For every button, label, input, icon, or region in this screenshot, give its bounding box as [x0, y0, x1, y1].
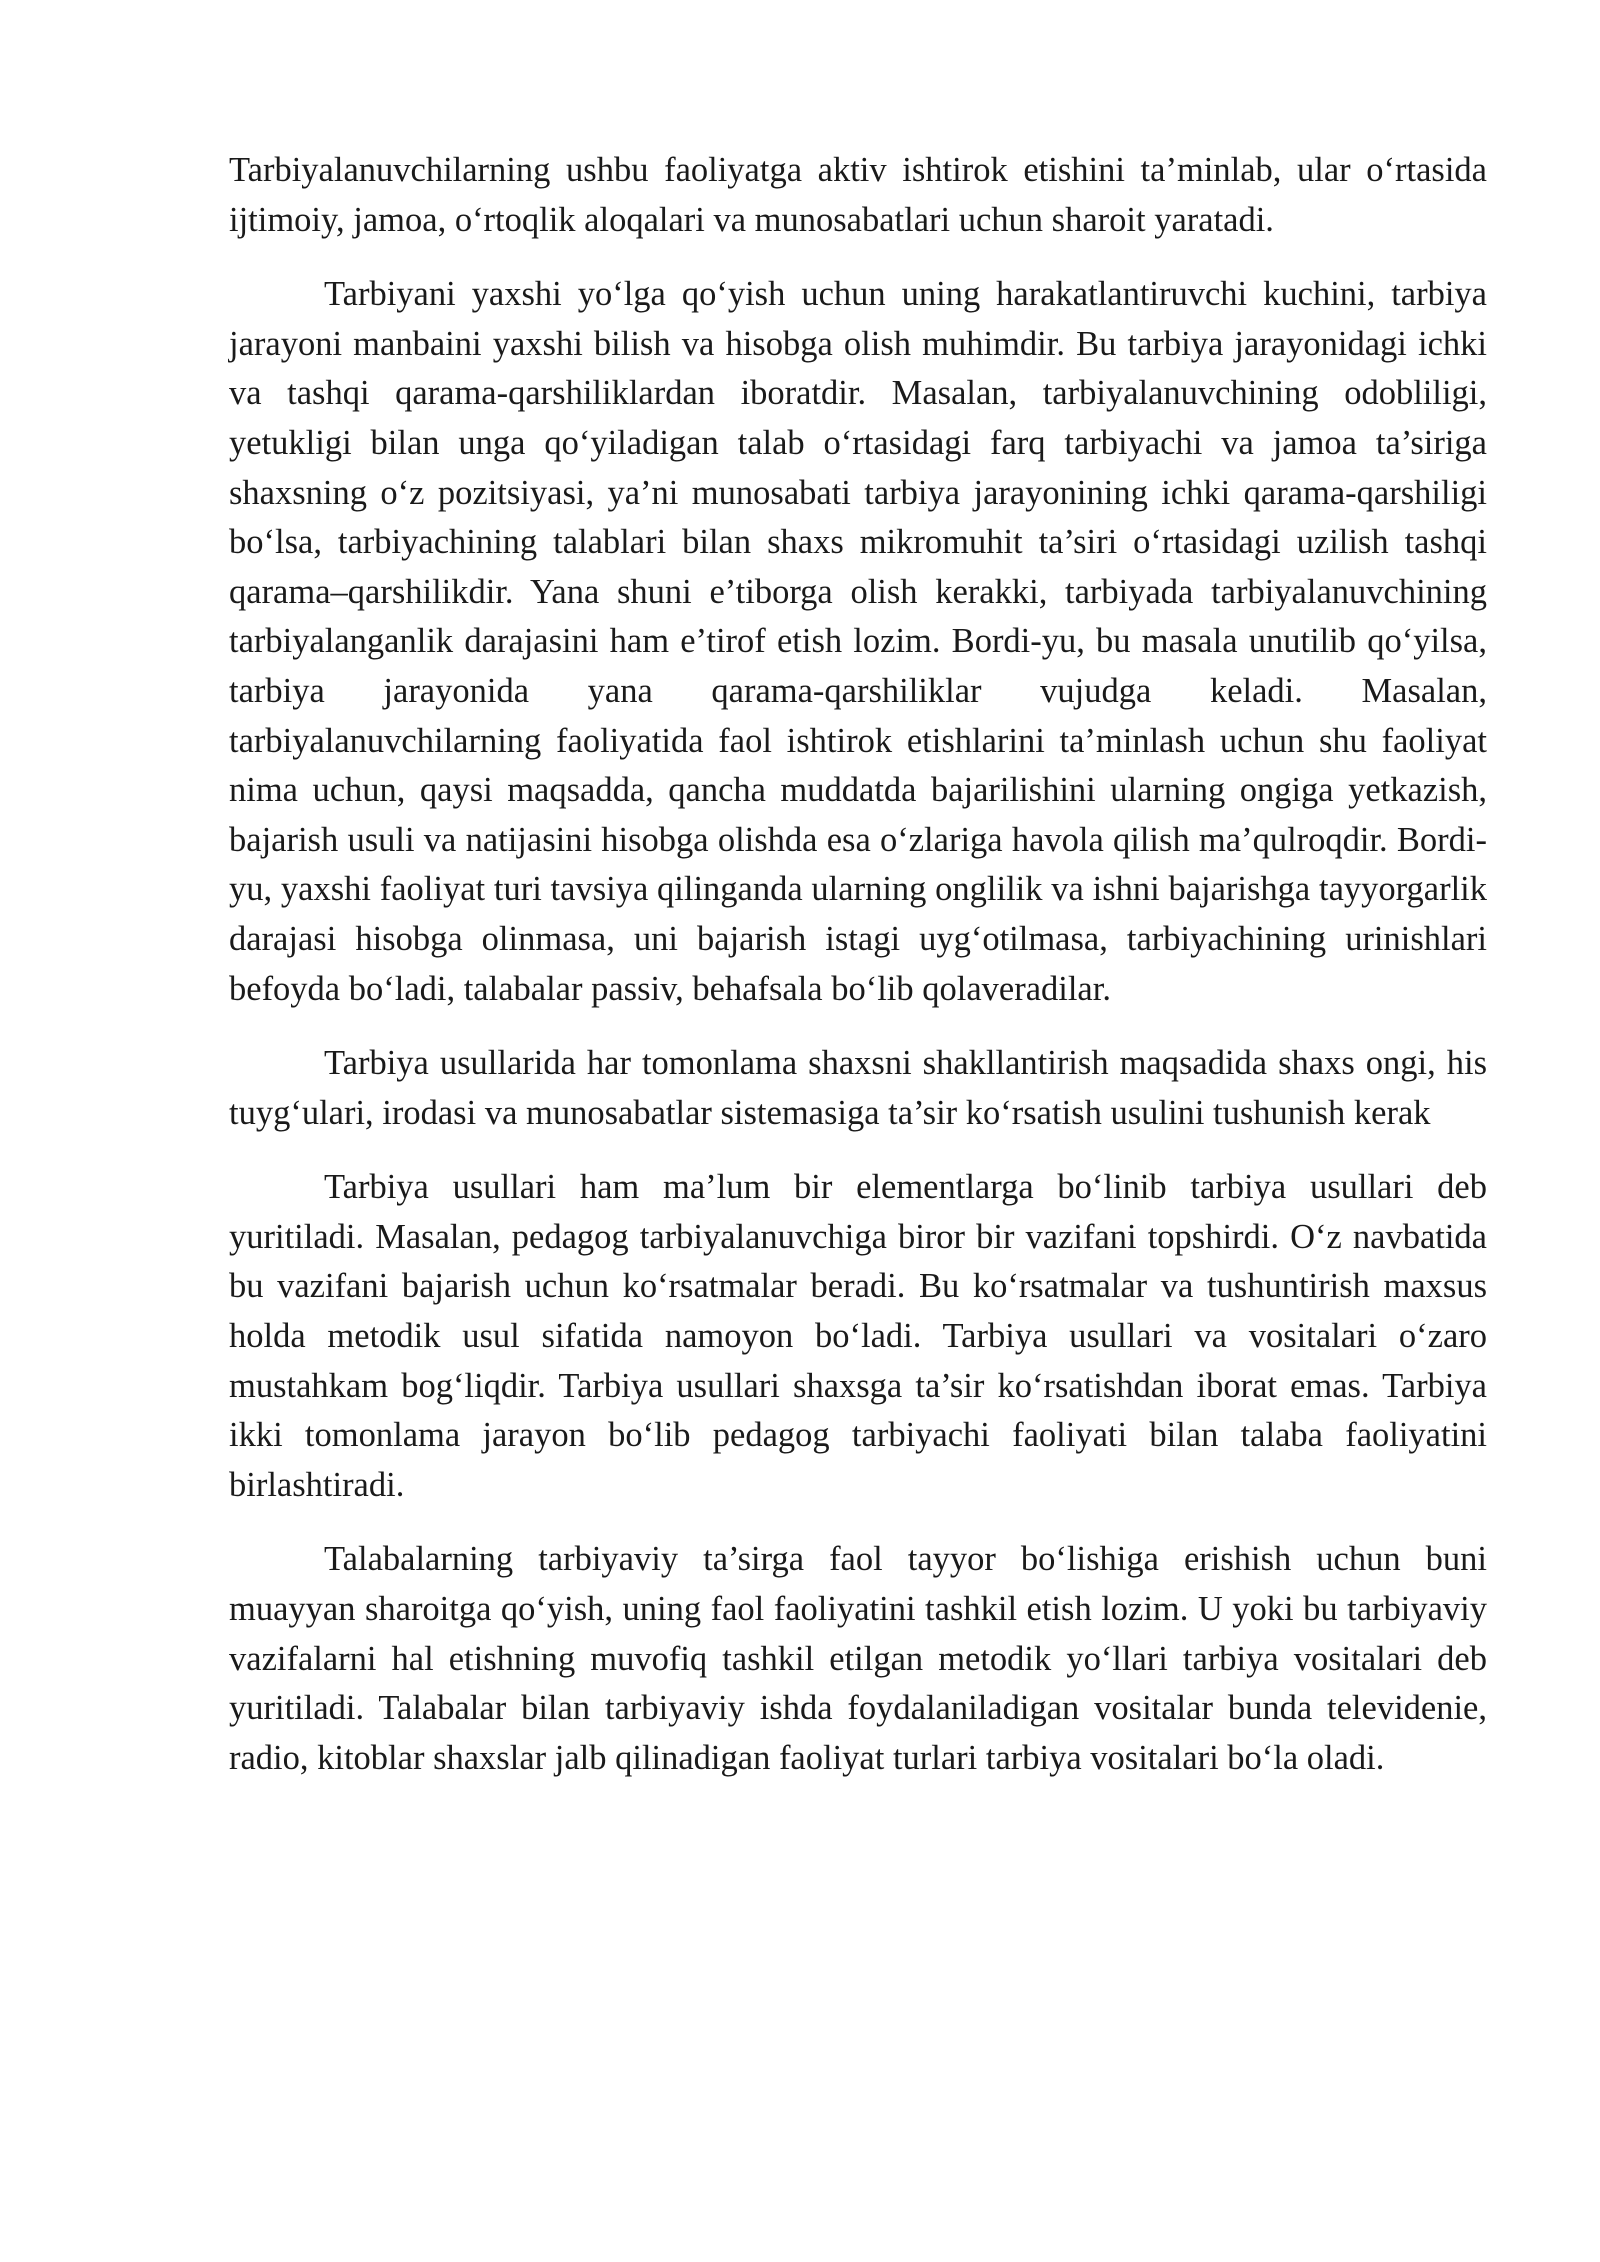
paragraph-5: Talabalarning tarbiyaviy ta’sirga faol tayyor bo‘lishiga erishish uchun buni muayyan sharoitga qo‘yish, uning faol faoliyatini tashkil etish lozim. U yoki bu tarbiyaviy vazifalarni hal etishning muvofiq tashkil etilgan metodik yo‘llari tarbiya vositalari deb yuritiladi. Talabalar bilan tarbiyaviy ishda foydalaniladigan vositalar bunda televidenie, radio, kitoblar shaxslar jalb qilinadigan faoliyat turlari tarbiya vositalari bo‘la oladi. [229, 1540, 1487, 1777]
document-page [229, 146, 1487, 1808]
paragraph-1: Tarbiyalanuvchilarning ushbu faoliyatga aktiv ishtirok etishini ta’minlab, ular o‘rtasida ijtimoiy, jamoa, o‘rtoqlik aloqalari va munosabatlari uchun sharoit yaratadi. [229, 151, 1487, 239]
paragraph-4: Tarbiya usullari ham ma’lum bir elementlarga bo‘linib tarbiya usullari deb yuritiladi. Masalan, pedagog tarbiyalanuvchiga biror bir vazifani topshirdi. O‘z navbatida bu vazifani bajarish uchun ko‘rsatmalar beradi. Bu ko‘rsatmalar va tushuntirish maxsus holda metodik usul sifatida namoyon bo‘ladi. Tarbiya usullari va vositalari o‘zaro mustahkam bog‘liqdir. Tarbiya usullari shaxsga ta’sir ko‘rsatishdan iborat emas. Tarbiya ikki tomonlama jarayon bo‘lib pedagog tarbiyachi faoliyati bilan talaba faoliyatini birlashtiradi. [229, 1168, 1487, 1504]
paragraph-2: Tarbiyani yaxshi yo‘lga qo‘yish uchun uning harakatlantiruvchi kuchini, tarbiya jarayoni manbaini yaxshi bilish va hisobga olish muhimdir. Bu tarbiya jarayonidagi ichki va tashqi qarama-qarshiliklardan iboratdir. Masalan, tarbiyalanuvchining odobliligi, yetukligi bilan unga qo‘yiladigan talab o‘rtasidagi farq tarbiyachi va jamoa ta’siriga shaxsning o‘z pozitsiyasi, ya’ni munosabati tarbiya jarayonining ichki qarama-qarshiligi bo‘lsa, tarbiyachining talablari bilan shaxs mikromuhit ta’siri o‘rtasidagi uzilish tashqi qarama–qarshilikdir. Yana shuni e’tiborga olish kerakki, tarbiyada tarbiyalanuvchining tarbiyalanganlik darajasini ham e’tirof etish lozim. Bordi-yu, bu masala unutilib qo‘yilsa, tarbiya jarayonida yana qarama-qarshiliklar vujudga keladi. Masalan, tarbiyalanuvchilarning faoliyatida faol ishtirok etishlarini ta’minlash uchun shu faoliyat nima uchun, qaysi maqsadda, qancha muddatda bajarilishini ularning ongiga yetkazish, bajarish usuli va natijasini hisobga olishda esa o‘zlariga havola qilish ma’qulroqdir. Bordi-yu, yaxshi faoliyat turi tavsiya qilinganda ularning onglilik va ishni bajarishga tayyorgarlik darajasi hisobga olinmasa, uni bajarish istagi uyg‘otilmasa, tarbiyachining urinishlari befoyda bo‘ladi, talabalar passiv, behafsala bo‘lib qolaveradilar. [229, 275, 1487, 1008]
paragraph-3: Tarbiya usullarida har tomonlama shaxsni shakllantirish maqsadida shaxs ongi, his tuyg‘ulari, irodasi va munosabatlar sistemasiga ta’sir ko‘rsatish usulini tushunish kerak [229, 1044, 1487, 1132]
